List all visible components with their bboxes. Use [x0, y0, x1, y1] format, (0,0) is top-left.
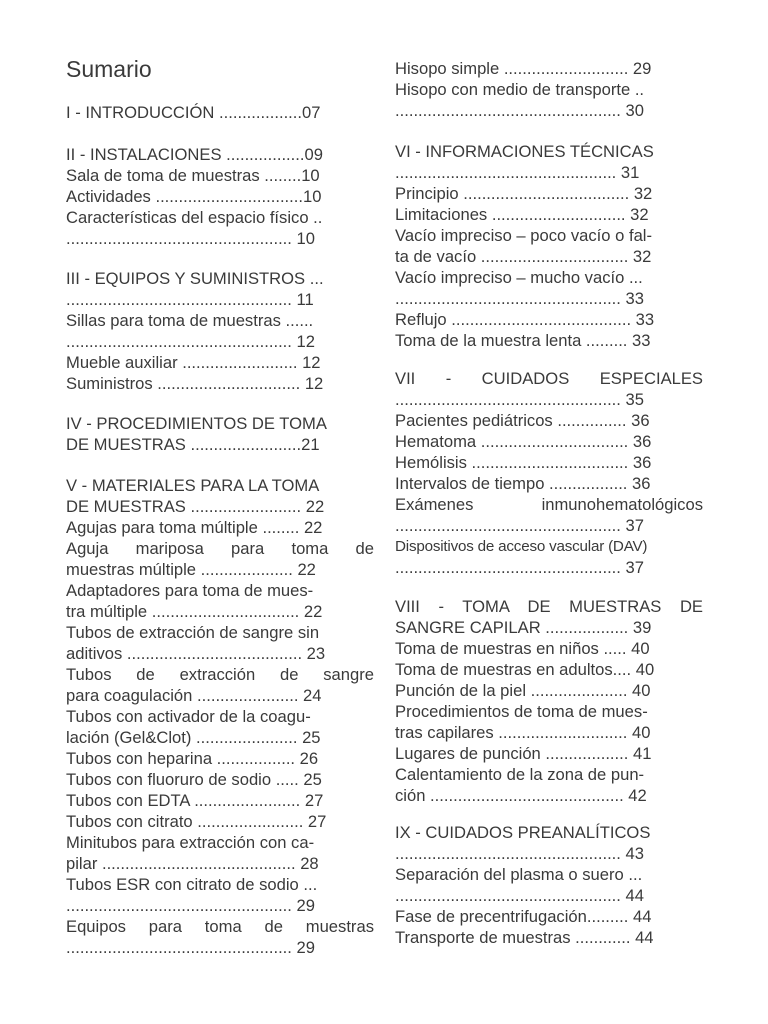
toc-entry-line: ................................................. 11 — [66, 290, 314, 309]
toc-entry-line: Equipos para toma de muestras — [66, 917, 374, 936]
toc-entry-line: para coagulación ...................... 24 — [66, 686, 322, 705]
toc-entry-line: Principio .................................... 32 — [395, 184, 653, 203]
toc-entry-line: II - INSTALACIONES .................09 — [66, 145, 323, 164]
toc-entry-line: VI - INFORMACIONES TÉCNICAS — [395, 142, 654, 161]
toc-entry-line: ................................................. 33 — [395, 289, 644, 308]
toc-entry-line: ................................................. 37 — [395, 558, 644, 577]
toc-entry-line: ................................................. 44 — [395, 886, 644, 905]
toc-entry-line: VIII - TOMA DE MUESTRAS DE — [395, 597, 703, 616]
toc-entry-line: Minitubos para extracción con ca- — [66, 833, 315, 852]
toc-entry-line: Procedimientos de toma de mues- — [395, 702, 648, 721]
toc-entry-line: Sala de toma de muestras ........10 — [66, 166, 320, 185]
toc-entry-line: Calentamiento de la zona de pun- — [395, 765, 645, 784]
toc-entry-line: muestras múltiple .................... 22 — [66, 560, 316, 579]
toc-entry-line: Intervalos de tiempo ................. 36 — [395, 474, 651, 493]
toc-entry-line: Mueble auxiliar ......................... 12 — [66, 353, 321, 372]
toc-entry-line: Aguja mariposa para toma de — [66, 539, 374, 558]
toc-entry-line: Tubos con heparina ................. 26 — [66, 749, 319, 768]
page-title: Sumario — [66, 56, 152, 82]
toc-entry-line: ta de vacío ................................ 32 — [395, 247, 652, 266]
toc-entry-line: Vacío impreciso – poco vacío o fal- — [395, 226, 653, 245]
toc-entry-line: Vacío impreciso – mucho vacío ... — [395, 268, 643, 287]
toc-entry-line: tra múltiple ................................ 22 — [66, 602, 323, 621]
toc-entry-line: Sillas para toma de muestras ...... — [66, 311, 314, 330]
toc-entry-line: lación (Gel&Clot) ...................... 25 — [66, 728, 321, 747]
toc-entry-line: DE MUESTRAS ........................21 — [66, 435, 320, 454]
toc-entry-line: aditivos ...................................... 23 — [66, 644, 326, 663]
toc-entry-line: Transporte de muestras ............ 44 — [395, 928, 654, 947]
toc-entry-line: Hisopo simple ........................... 29 — [395, 59, 652, 78]
toc-entry-line: IV - PROCEDIMIENTOS DE TOMA — [66, 414, 327, 433]
toc-entry-line: Tubos con citrato ....................... 27 — [66, 812, 327, 831]
toc-entry-line: Punción de la piel ..................... 40 — [395, 681, 651, 700]
toc-entry-line: tras capilares ............................ 40 — [395, 723, 651, 742]
toc-entry-line: Tubos de extracción de sangre — [66, 665, 374, 684]
toc-entry-line: ción .......................................... 42 — [395, 786, 647, 805]
toc-entry-line: ................................................ 31 — [395, 163, 640, 182]
toc-entry-line: V - MATERIALES PARA LA TOMA — [66, 476, 320, 495]
toc-entry-line: Pacientes pediátricos ............... 36 — [395, 411, 650, 430]
toc-entry-line: I - INTRODUCCIÓN ..................07 — [66, 103, 321, 122]
toc-entry-line: Separación del plasma o suero ... — [395, 865, 643, 884]
toc-entry-line: Fase de precentrifugación......... 44 — [395, 907, 652, 926]
toc-entry-line: Tubos con EDTA ....................... 27 — [66, 791, 324, 810]
toc-entry-line: Tubos con activador de la coagu- — [66, 707, 311, 726]
toc-entry-line: Tubos con fluoruro de sodio ..... 25 — [66, 770, 322, 789]
toc-entry-line: VII - CUIDADOS ESPECIALES — [395, 369, 703, 388]
toc-entry-line: Tubos de extracción de sangre sin — [66, 623, 320, 642]
toc-entry-line: Dispositivos de acceso vascular (DAV) — [395, 538, 648, 555]
toc-entry-line: ................................................. 37 — [395, 516, 644, 535]
toc-entry-line: ................................................. 12 — [66, 332, 315, 351]
toc-entry-line: ................................................. 30 — [395, 101, 644, 120]
toc-entry-line: ................................................. 35 — [395, 390, 644, 409]
toc-entry-line: SANGRE CAPILAR .................. 39 — [395, 618, 652, 637]
toc-entry-line: III - EQUIPOS Y SUMINISTROS ... — [66, 269, 324, 288]
toc-entry-line: DE MUESTRAS ........................ 22 — [66, 497, 325, 516]
toc-entry-line: Toma de la muestra lenta ......... 33 — [395, 331, 651, 350]
toc-entry-line: Toma de muestras en adultos.... 40 — [395, 660, 655, 679]
toc-entry-line: Hemólisis .................................. 36 — [395, 453, 652, 472]
toc-entry-line: Suministros ............................... 12 — [66, 374, 324, 393]
toc-entry-line: Hisopo con medio de transporte .. — [395, 80, 645, 99]
toc-entry-line: Limitaciones ............................. 32 — [395, 205, 649, 224]
toc-entry-line: Lugares de punción .................. 41 — [395, 744, 652, 763]
toc-entry-line: ................................................. 29 — [66, 896, 315, 915]
toc-entry-line: Exámenes inmunohematológicos — [395, 495, 703, 514]
toc-entry-line: ................................................. 29 — [66, 938, 315, 957]
toc-entry-line: Tubos ESR con citrato de sodio ... — [66, 875, 318, 894]
toc-entry-line: Reflujo ....................................... 33 — [395, 310, 655, 329]
toc-entry-line: IX - CUIDADOS PREANALÍTICOS — [395, 823, 651, 842]
toc-entry-line: pilar .......................................... 28 — [66, 854, 319, 873]
toc-entry-line: Actividades ................................10 — [66, 187, 322, 206]
toc-entry-line: Agujas para toma múltiple ........ 22 — [66, 518, 323, 537]
toc-entry-line: Adaptadores para toma de mues- — [66, 581, 314, 600]
toc-entry-line: ................................................. 10 — [66, 229, 315, 248]
toc-entry-line: ................................................. 43 — [395, 844, 644, 863]
toc-entry-line: Características del espacio físico .. — [66, 208, 323, 227]
toc-entry-line: Toma de muestras en niños ..... 40 — [395, 639, 650, 658]
toc-entry-line: Hematoma ................................ 36 — [395, 432, 652, 451]
